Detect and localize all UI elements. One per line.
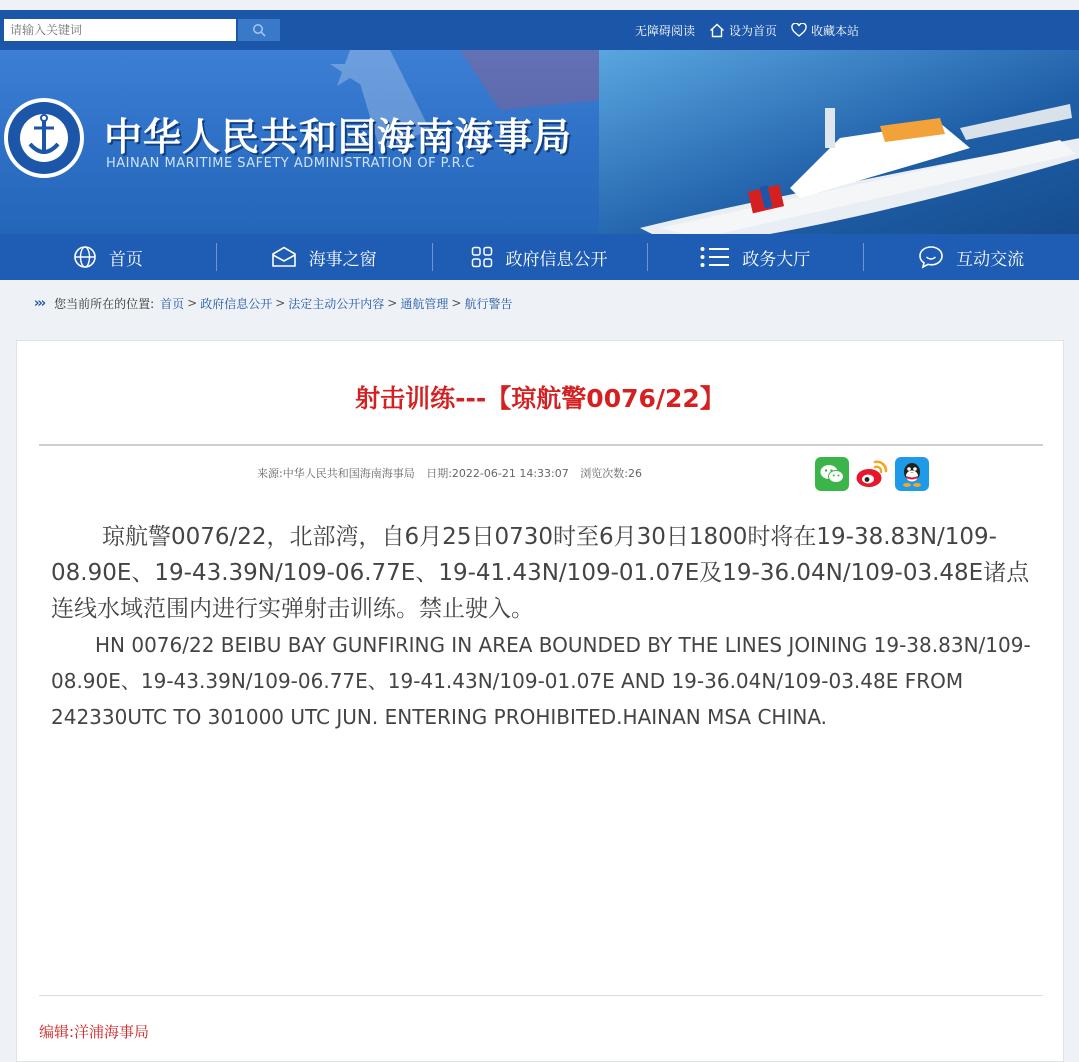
site-subtitle: HAINAN MARITIME SAFETY ADMINISTRATION OF P.R.C	[106, 156, 475, 171]
chevrons-icon: ›››	[34, 295, 45, 311]
nav-item-maritime-window[interactable]	[216, 234, 432, 280]
footer-divider	[39, 995, 1043, 996]
article-date: 日期:2022-06-21 14:33:07	[426, 467, 569, 480]
nav-item-gov-info-label: 政府信息公开	[505, 249, 608, 270]
nav-item-maritime-window-label: 海事之窗	[308, 249, 377, 270]
share-wechat-button[interactable]	[815, 457, 849, 491]
breadcrumb-navigation-warning[interactable]: 航行警告	[464, 296, 513, 311]
breadcrumb-separator: >	[187, 296, 198, 310]
article-meta	[257, 465, 650, 481]
chat-icon	[918, 245, 944, 269]
nav-item-home-label: 首页	[108, 249, 143, 270]
share-qq-button[interactable]	[895, 457, 929, 491]
search-button[interactable]	[238, 19, 280, 41]
breadcrumb-navigation-mgmt[interactable]: 通航管理	[400, 296, 449, 311]
article-title: 射击训练---【琼航警0076/22】	[355, 384, 725, 413]
heart-icon	[791, 23, 807, 37]
home-icon	[709, 23, 725, 38]
search-input[interactable]	[4, 19, 236, 41]
article-editor: 编辑:洋浦海事局	[39, 1023, 150, 1041]
search-icon	[252, 23, 266, 37]
favorite-link[interactable]	[791, 22, 859, 39]
set-homepage-label: 设为首页	[728, 23, 777, 38]
breadcrumb-separator: >	[387, 296, 398, 310]
title-divider	[39, 444, 1043, 446]
top-links	[635, 10, 859, 50]
breadcrumb-separator: >	[451, 296, 462, 310]
breadcrumb	[0, 280, 1079, 326]
breadcrumb-statutory-disclosure[interactable]: 法定主动公开内容	[288, 296, 385, 311]
share-weibo-button[interactable]	[855, 457, 889, 491]
accessible-reading-label: 无障碍阅读	[634, 23, 695, 38]
set-homepage-link[interactable]	[709, 22, 777, 39]
header-banner	[0, 50, 1079, 234]
nav-item-gov-info[interactable]	[432, 234, 648, 280]
top-bar	[0, 10, 1079, 50]
globe-icon	[73, 245, 97, 269]
nav-item-interaction[interactable]	[863, 234, 1079, 280]
weibo-icon	[855, 458, 889, 490]
article-source: 来源:中华人民共和国海南海事局	[257, 467, 415, 480]
article-paragraph-en: HN 0076/22 BEIBU BAY GUNFIRING IN AREA BOUNDED BY THE LINES JOINING 19-38.83N/109-08.90E、19-43.39N/109-06.77E、19-41.43N/109-01.07E AND 19-36.04N/109-03.48E FROM 242330UTC TO 301000 UTC JUN. ENTERING PROHIBITED.HAINAN MSA CHINA.	[51, 633, 1031, 729]
breadcrumb-separator: >	[275, 296, 286, 310]
china-msa-logo	[2, 96, 86, 180]
envelope-icon	[271, 246, 297, 268]
share-buttons	[815, 457, 929, 491]
breadcrumb-home[interactable]: 首页	[160, 296, 185, 311]
nav-item-service-hall[interactable]	[647, 234, 863, 280]
wechat-icon	[819, 463, 845, 485]
list-icon	[700, 246, 730, 268]
breadcrumb-gov-info[interactable]: 政府信息公开	[200, 296, 273, 311]
nav-item-service-hall-label: 政务大厅	[742, 249, 811, 270]
nav-item-home[interactable]	[0, 234, 216, 280]
nav-item-interaction-label: 互动交流	[956, 249, 1025, 270]
article-paragraph-cn: 琼航警0076/22，北部湾，自6月25日0730时至6月30日1800时将在19-38.83N/109-08.90E、19-43.39N/109-06.77E、19-41.43N/109-01.07E及19-36.04N/109-03.48E诸点连线水域范围内进行实弹射击训练。禁止驶入。	[51, 524, 1030, 622]
accessible-reading-link[interactable]	[635, 22, 695, 39]
article-views: 浏览次数:26	[580, 467, 642, 480]
favorite-label: 收藏本站	[810, 23, 859, 38]
main-nav	[0, 234, 1079, 280]
patrol-ship-image	[640, 78, 1079, 234]
article-body	[51, 519, 1031, 735]
article-card	[16, 340, 1064, 1062]
grid-icon	[471, 246, 493, 268]
qq-icon	[899, 460, 925, 488]
breadcrumb-label: 您当前所在的位置:	[54, 296, 155, 311]
site-title: 中华人民共和国海南海事局	[104, 115, 573, 159]
